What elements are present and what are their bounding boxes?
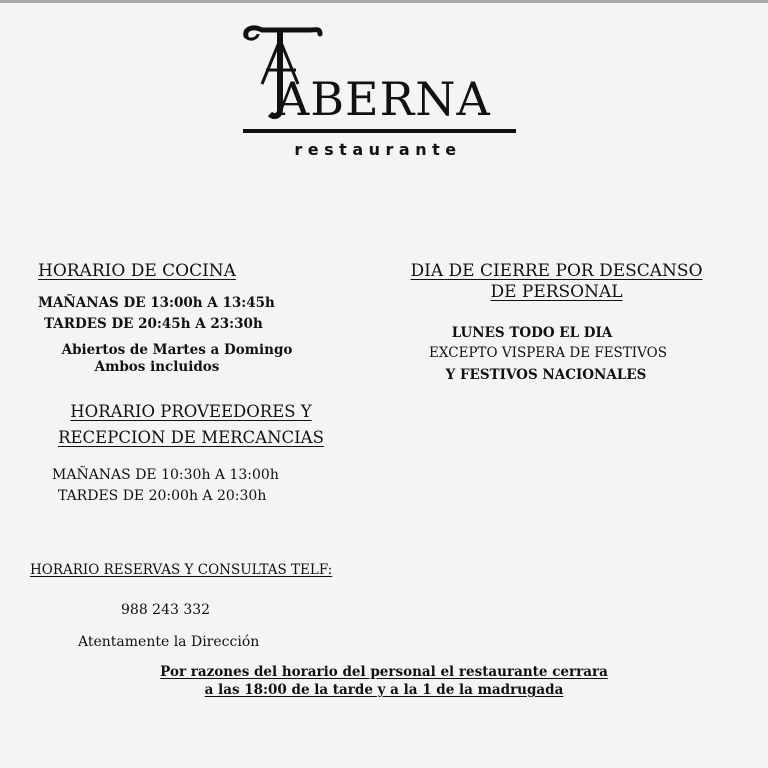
logo-wordmark: ABERNA (276, 72, 491, 126)
reservations-title: HORARIO RESERVAS Y CONSULTAS TELF: (30, 562, 333, 578)
suppliers-morning: MAÑANAS DE 10:30h A 13:00h (52, 467, 279, 483)
kitchen-open-days: Abiertos de Martes a Domingo (61, 342, 293, 358)
kitchen-included: Ambos incluidos (94, 359, 220, 375)
suppliers-evening: TARDES DE 20:00h A 20:30h (58, 488, 267, 504)
closing-day: LUNES TODO EL DIA (451, 325, 613, 341)
closing-except: EXCEPTO VISPERA DE FESTIVOS (429, 345, 667, 361)
suppliers-title-line1: HORARIO PROVEEDORES Y (70, 402, 312, 421)
kitchen-morning: MAÑANAS DE 13:00h A 13:45h (38, 295, 275, 311)
kitchen-title: HORARIO DE COCINA (38, 261, 236, 281)
notice-line2: a las 18:00 de la tarde y a la 1 de la madrugada (204, 682, 564, 698)
suppliers-title-line2: RECEPCION DE MERCANCIAS (58, 428, 324, 447)
notice-line1: Por razones del horario del personal el restaurante cerrara (160, 664, 608, 680)
top-border (0, 0, 768, 3)
closing-title-line2: DE PERSONAL (490, 282, 623, 302)
logo-subtitle: restaurante (294, 140, 462, 159)
closing-holidays: Y FESTIVOS NACIONALES (445, 367, 647, 383)
signature: Atentamente la Dirección (78, 634, 260, 650)
closing-title-line1: DIA DE CIERRE POR DESCANSO (410, 261, 703, 281)
kitchen-evening: TARDES DE 20:45h A 23:30h (44, 316, 263, 332)
phone-number[interactable]: 988 243 332 (121, 602, 211, 618)
